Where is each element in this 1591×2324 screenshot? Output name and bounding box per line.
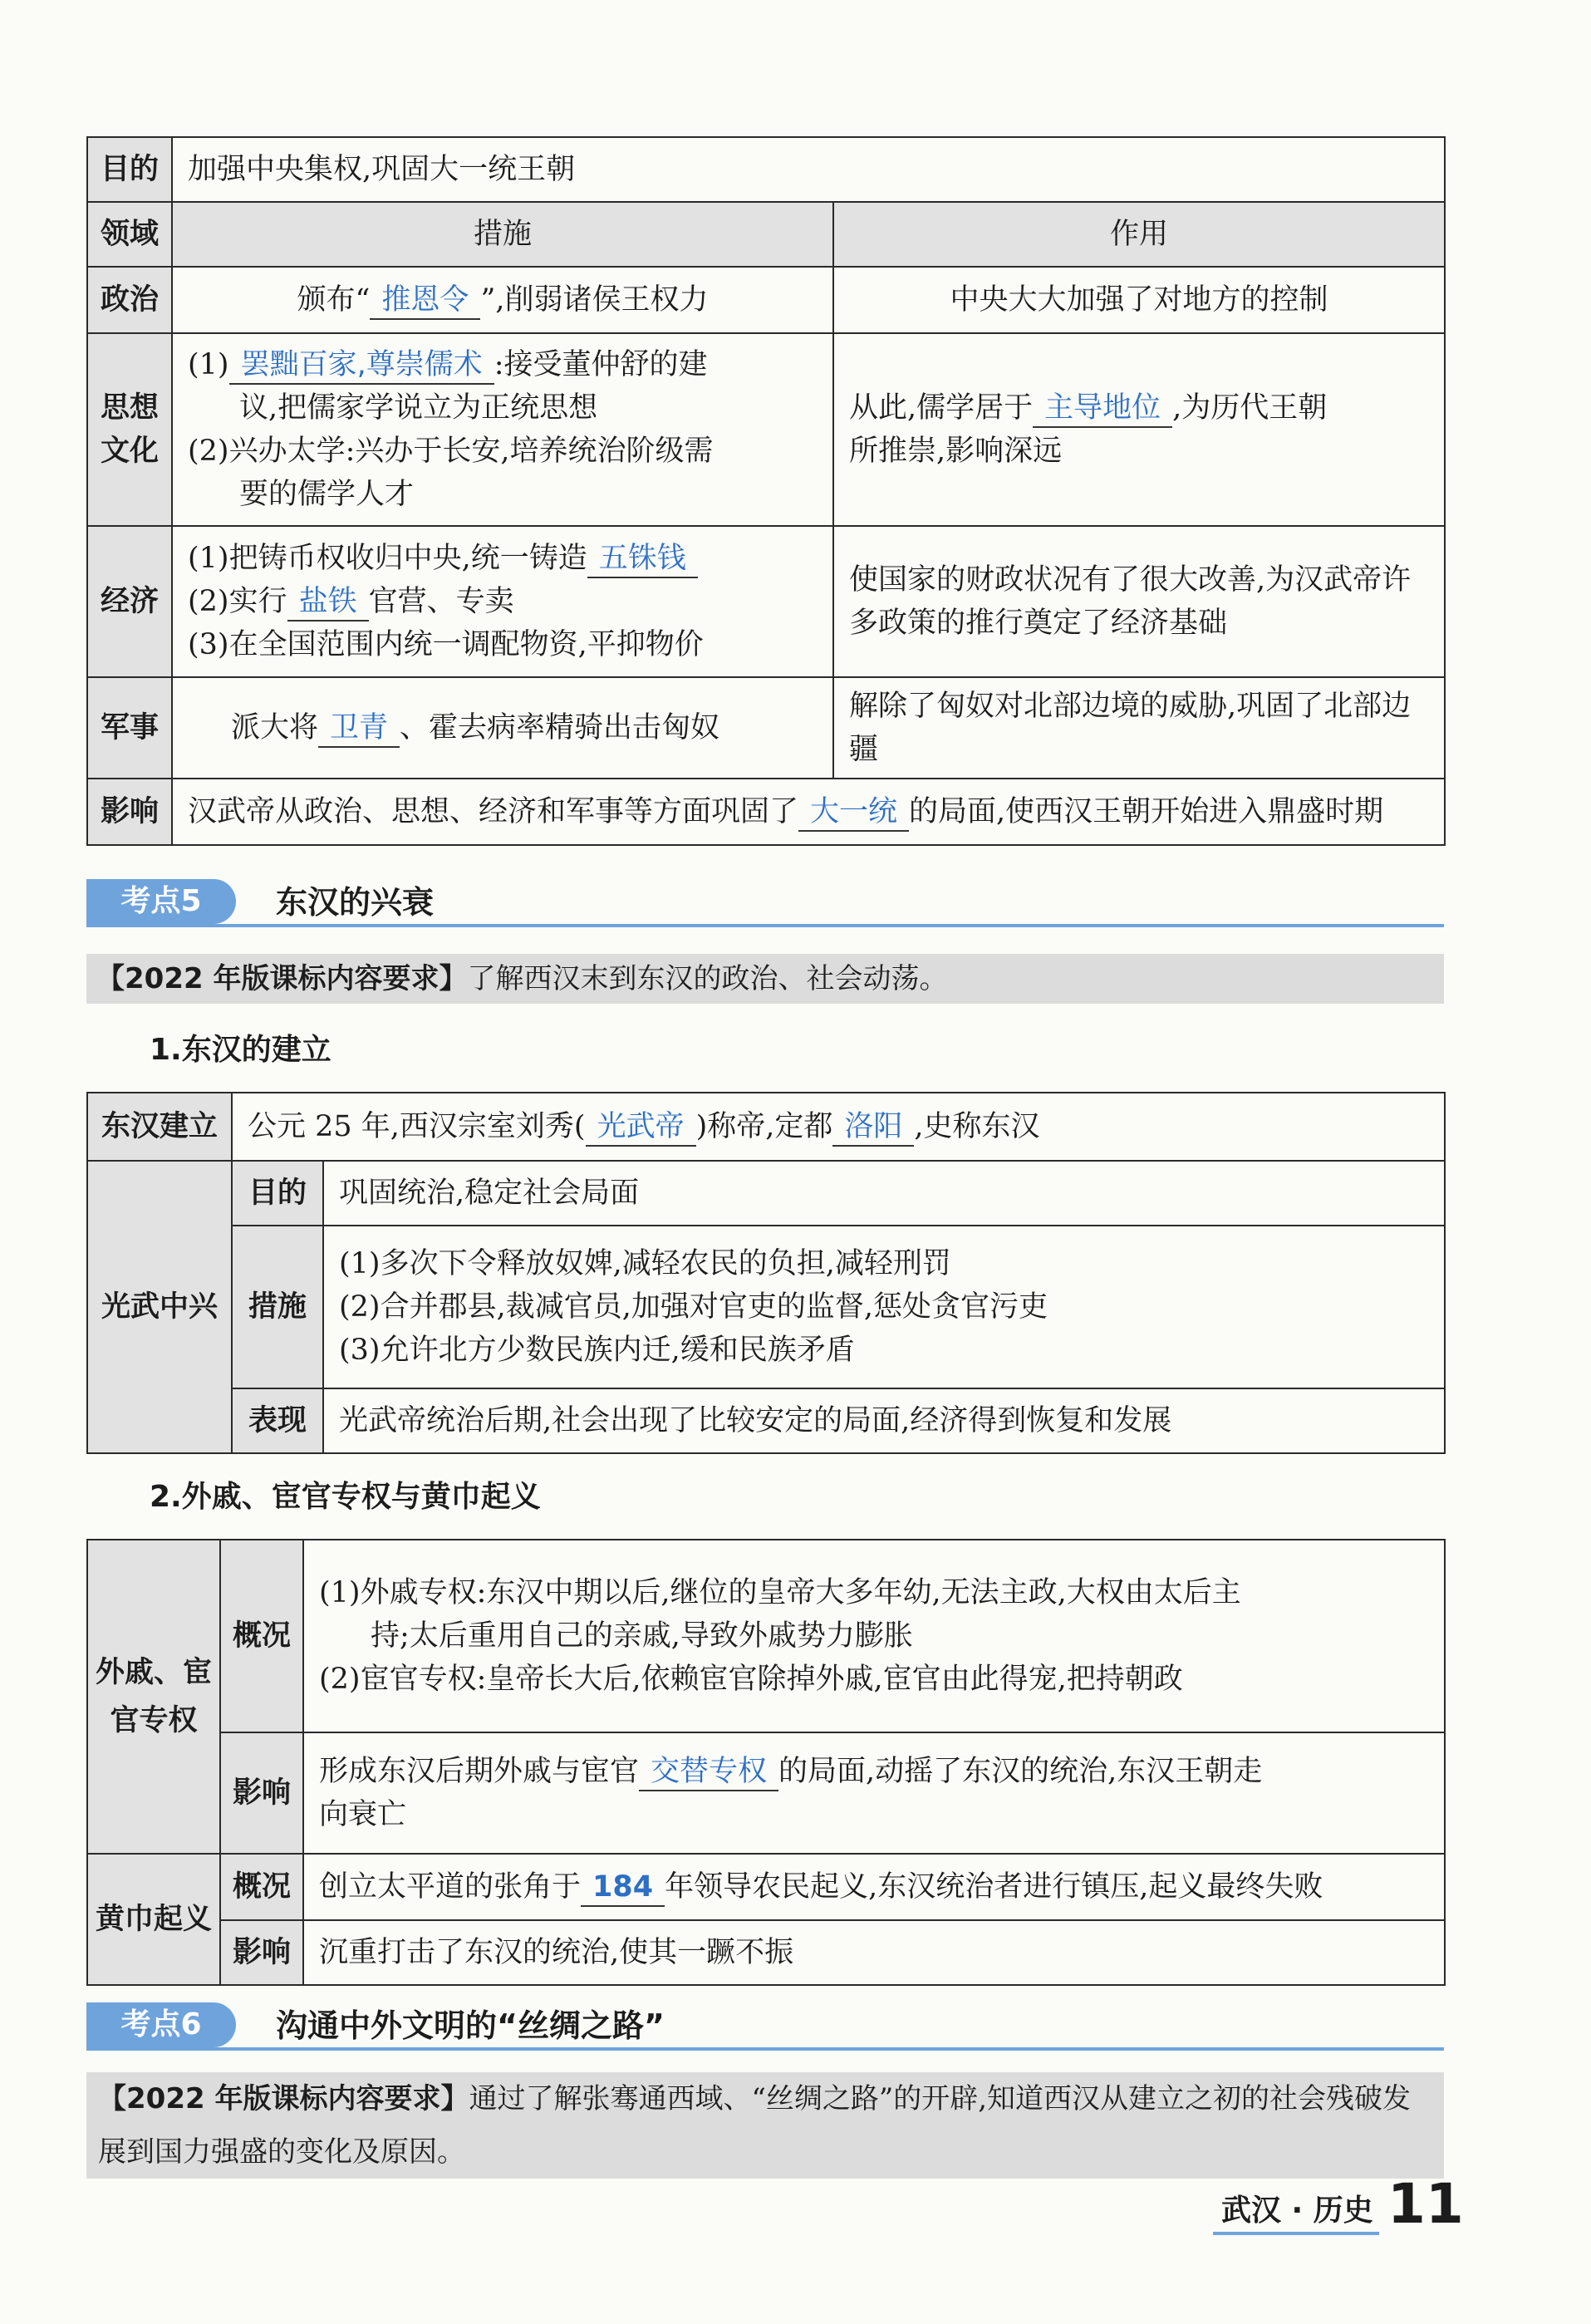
effect-line	[849, 386, 1429, 430]
revival-perf-row	[87, 1388, 1445, 1453]
yellow-impact-text: 沉重打击了东汉的统治,使其一蹶不振	[303, 1920, 1445, 1985]
page-number: 11	[1387, 2172, 1464, 2236]
yellow-impact-label: 影响	[220, 1920, 303, 1985]
kp5-subtitle-2: 2.外戚、宦官专权与黄巾起义	[150, 1480, 541, 1514]
answer-blank: 184	[581, 1869, 665, 1907]
kp6-title: 沟通中外文明的“丝绸之路”	[276, 2007, 665, 2044]
answer-blank: 交替专权	[639, 1753, 778, 1791]
measure-line	[188, 537, 818, 580]
text-fragment: 派大将	[231, 711, 319, 744]
revival-measure-label: 措施	[232, 1226, 323, 1388]
economy-label: 经济	[87, 526, 172, 677]
thought-label: 思想文化	[87, 333, 172, 526]
text-fragment: 官营、专卖	[368, 585, 514, 618]
measure-line: (1)多次下令释放奴婢,减轻农民的负担,减轻刑罚	[339, 1247, 951, 1280]
text-fragment: ”,削弱诸侯王权力	[480, 283, 709, 317]
revival-purpose-row	[87, 1161, 1445, 1226]
eunuch-impact-text	[303, 1732, 1445, 1854]
measure-line: (3)在全国范围内统一调配物资,平抑物价	[188, 628, 704, 661]
purpose-label: 目的	[87, 137, 172, 202]
answer-blank: 五铢钱	[587, 540, 698, 578]
page-footer	[1213, 2172, 1464, 2242]
military-row	[87, 677, 1445, 779]
kp6-heading	[86, 2001, 1444, 2051]
overview-line: 持;太后重用自己的亲戚,导致外戚势力膨胀	[371, 1619, 913, 1653]
header-row	[87, 202, 1445, 267]
economy-effect: 使国家的财政状况有了很大改善,为汉武帝许多政策的推行奠定了经济基础	[833, 526, 1445, 677]
eunuch-impact-label: 影响	[220, 1732, 303, 1854]
kp5-badge: 考点5	[86, 879, 236, 924]
politics-measure	[172, 267, 833, 333]
revival-purpose-text: 巩固统治,稳定社会局面	[323, 1161, 1445, 1226]
text-fragment: (1)	[188, 348, 229, 381]
eunuch-label: 外戚、宦官专权	[87, 1540, 220, 1854]
kp5-rule	[86, 924, 1444, 927]
answer-blank: 洛阳	[832, 1108, 914, 1147]
politics-label: 政治	[87, 267, 172, 333]
footer-label: 武汉 · 历史	[1221, 2194, 1373, 2228]
thought-measure	[172, 333, 833, 526]
revival-measure-row	[87, 1226, 1445, 1388]
influence-text	[172, 779, 1445, 845]
text-fragment: 、霍去病率精骑出击匈奴	[400, 711, 720, 744]
measure-line: (3)允许北方少数民族内迁,缓和民族矛盾	[339, 1334, 855, 1367]
thought-row	[87, 333, 1445, 526]
footer-rule	[1213, 2232, 1379, 2235]
thought-effect	[833, 333, 1445, 526]
text-fragment: 的局面,使西汉王朝开始进入鼎盛时期	[909, 795, 1384, 828]
measure-header: 措施	[172, 202, 833, 267]
military-label: 军事	[87, 677, 172, 779]
kp5-subtitle-1: 1.东汉的建立	[150, 1033, 331, 1067]
text-fragment: :接受董仲舒的建	[494, 348, 708, 381]
revival-purpose-label: 目的	[232, 1161, 323, 1226]
founding-text	[232, 1093, 1445, 1161]
kp6-rule	[86, 2047, 1444, 2051]
founding-row	[87, 1093, 1445, 1161]
yellow-overview-row	[87, 1854, 1445, 1920]
influence-row	[87, 779, 1445, 845]
requirement-text: 通过了解张骞通西域、“丝绸之路”的开辟,知道西汉从建立之初的社会残破发展到国力强盛的变化及原因。	[98, 2082, 1412, 2169]
eastern-han-founding-table	[86, 1092, 1446, 1454]
eunuch-overview-text	[303, 1540, 1445, 1732]
revival-perf-text: 光武帝统治后期,社会出现了比较安定的局面,经济得到恢复和发展	[323, 1388, 1445, 1453]
revival-measures	[323, 1226, 1445, 1388]
eunuch-overview-row	[87, 1540, 1445, 1732]
measure-line: 要的儒学人才	[239, 478, 415, 511]
measure-line	[188, 343, 818, 386]
wudi-measures-table	[86, 136, 1446, 846]
yellow-turban-label: 黄巾起义	[87, 1854, 220, 1985]
kp6-requirement	[86, 2072, 1444, 2179]
revival-label: 光武中兴	[87, 1161, 232, 1453]
field-header: 领域	[87, 202, 172, 267]
text-fragment: 年领导农民起义,东汉统治者进行镇压,起义最终失败	[665, 1870, 1323, 1904]
measure-line: 议,把儒家学说立为正统思想	[239, 391, 598, 425]
kp5-title: 东汉的兴衰	[276, 884, 435, 921]
overview-line: (1)外戚专权:东汉中期以后,继位的皇帝大多年幼,无法主政,大权由太后主	[319, 1576, 1241, 1609]
measure-line: (2)兴办太学:兴办于长安,培养统治阶级需	[188, 435, 714, 468]
effect-header: 作用	[833, 202, 1445, 267]
text-fragment: 颁布“	[297, 283, 371, 317]
text-fragment: ,为历代王朝	[1172, 391, 1328, 425]
text-fragment: 公元 25 年,西汉宗室刘秀(	[248, 1110, 586, 1143]
answer-blank: 卫青	[318, 710, 400, 748]
eunuch-impact-row	[87, 1732, 1445, 1854]
text-fragment: (2)实行	[188, 585, 287, 618]
text-fragment: (1)把铸币权收归中央,统一铸造	[188, 542, 587, 575]
yellow-impact-row	[87, 1920, 1445, 1985]
decline-table	[86, 1539, 1446, 1986]
overview-line: (2)宦官专权:皇帝长大后,依赖宦官除掉外戚,宦官由此得宠,把持朝政	[319, 1663, 1183, 1696]
answer-blank: 盐铁	[287, 583, 369, 622]
text-fragment: )称帝,定都	[695, 1110, 833, 1143]
revival-perf-label: 表现	[232, 1388, 323, 1453]
eunuch-overview-label: 概况	[220, 1540, 303, 1732]
requirement-tag: 【2022 年版课标内容要求】	[98, 2082, 469, 2115]
answer-blank: 大一统	[798, 794, 909, 832]
kp5-requirement	[86, 954, 1444, 1004]
purpose-text: 加强中央集权,巩固大一统王朝	[172, 137, 1445, 202]
yellow-overview-text	[303, 1854, 1445, 1920]
kp6-badge: 考点6	[86, 2002, 236, 2047]
measure-line: (2)合并郡县,裁减官员,加强对官吏的监督,惩处贪官污吏	[339, 1290, 1048, 1324]
influence-label: 影响	[87, 779, 172, 845]
impact-line: 向衰亡	[319, 1798, 407, 1831]
text-fragment: 的局面,动摇了东汉的统治,东汉王朝走	[778, 1755, 1263, 1788]
answer-blank: 主导地位	[1033, 390, 1172, 428]
military-measure	[172, 677, 833, 779]
politics-row	[87, 267, 1445, 333]
text-fragment: 汉武帝从政治、思想、经济和军事等方面巩固了	[188, 795, 799, 828]
answer-blank: 光武帝	[586, 1108, 696, 1147]
text-fragment: 创立太平道的张角于	[319, 1870, 582, 1904]
economy-measure	[172, 526, 833, 677]
requirement-tag: 【2022 年版课标内容要求】	[96, 962, 468, 995]
military-effect: 解除了匈奴对北部边境的威胁,巩固了北部边疆	[833, 677, 1445, 779]
purpose-row	[87, 137, 1445, 202]
text-fragment: 从此,儒学居于	[849, 391, 1034, 425]
measure-line	[188, 580, 818, 623]
requirement-text: 了解西汉末到东汉的政治、社会动荡。	[467, 962, 948, 995]
yellow-overview-label: 概况	[220, 1854, 303, 1920]
answer-blank: 罢黜百家,尊崇儒术	[229, 346, 494, 385]
text-fragment: 形成东汉后期外戚与宦官	[319, 1755, 640, 1788]
economy-row	[87, 526, 1445, 677]
politics-effect: 中央大大加强了对地方的控制	[833, 267, 1445, 333]
effect-line: 所推崇,影响深远	[849, 435, 1063, 468]
text-fragment: ,史称东汉	[914, 1110, 1040, 1143]
kp5-heading	[86, 877, 1444, 927]
impact-line	[319, 1750, 1429, 1793]
answer-blank: 推恩令	[370, 282, 480, 320]
founding-label: 东汉建立	[87, 1093, 232, 1161]
